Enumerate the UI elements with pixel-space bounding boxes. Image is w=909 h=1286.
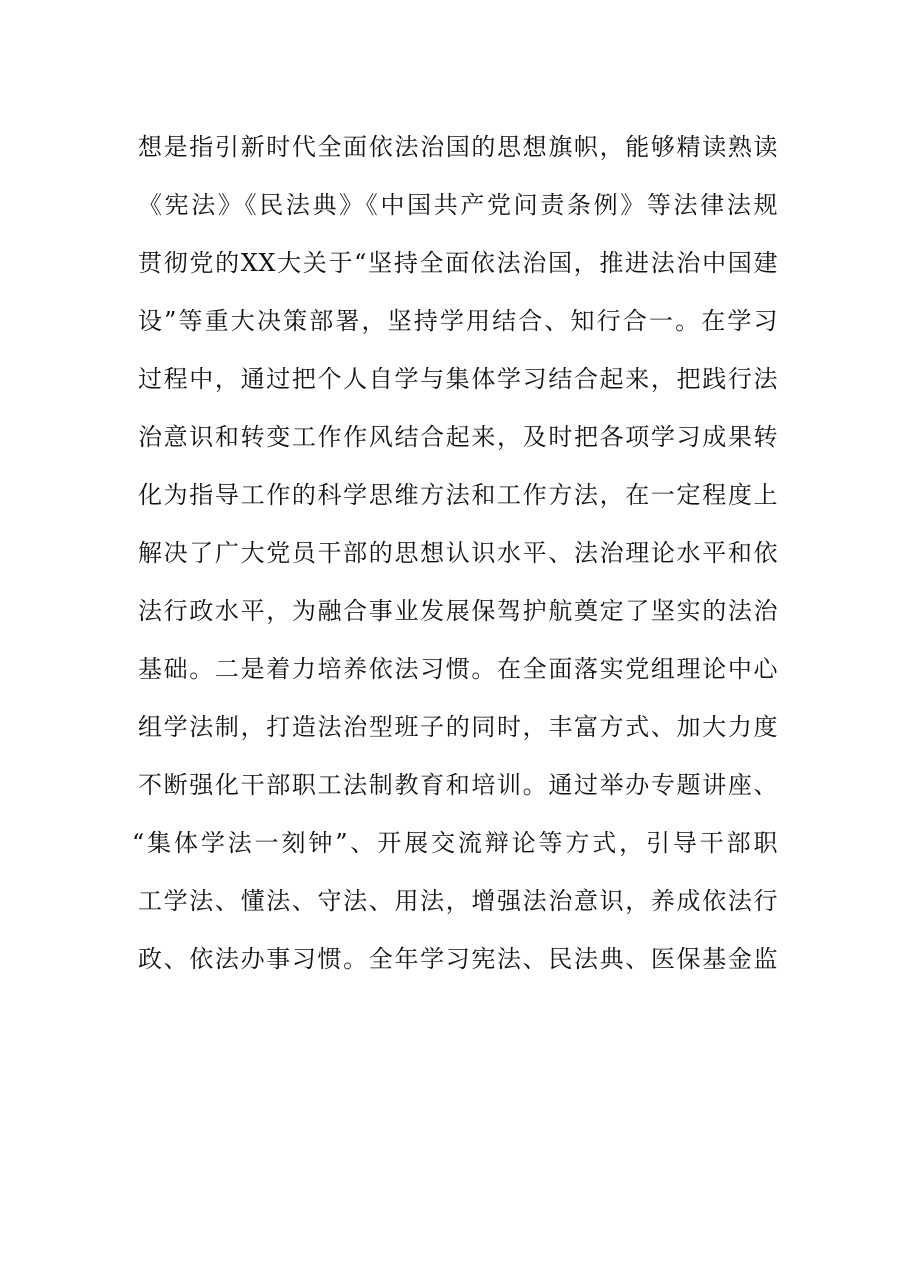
text-line: 设”等重大决策部署，坚持学用结合、知行合一。在学习	[138, 307, 778, 335]
text-line: 法行政水平，为融合事业发展保驾护航奠定了坚实的法治	[138, 597, 778, 625]
text-line: “集体学法一刻钟”、开展交流辩论等方式，引导干部职	[132, 829, 778, 857]
text-line: 贯彻党的XX大关于“坚持全面依法治国，推进法治中国建	[138, 249, 778, 277]
text-line: 基础。二是着力培养依法习惯。在全面落实党组理论中心	[138, 655, 778, 683]
text-line: 化为指导工作的科学思维方法和工作方法，在一定程度上	[138, 481, 778, 509]
text-line: 解决了广大党员干部的思想认识水平、法治理论水平和依	[138, 539, 778, 567]
text-line: 《宪法》《民法典》《中国共产党问责条例》等法律法规	[138, 191, 778, 219]
body-text	[132, 118, 778, 988]
text-line: 组学法制，打造法治型班子的同时，丰富方式、加大力度	[138, 713, 778, 741]
text-line: 想是指引新时代全面依法治国的思想旗帜，能够精读熟读	[138, 133, 778, 161]
text-line: 过程中，通过把个人自学与集体学习结合起来，把践行法	[138, 365, 778, 393]
text-line: 不断强化干部职工法制教育和培训。通过举办专题讲座、	[138, 771, 778, 799]
text-line: 政、依法办事习惯。全年学习宪法、民法典、医保基金监	[138, 945, 778, 973]
text-line: 工学法、懂法、守法、用法，增强法治意识，养成依法行	[138, 887, 778, 915]
text-line: 治意识和转变工作作风结合起来，及时把各项学习成果转	[138, 423, 778, 451]
